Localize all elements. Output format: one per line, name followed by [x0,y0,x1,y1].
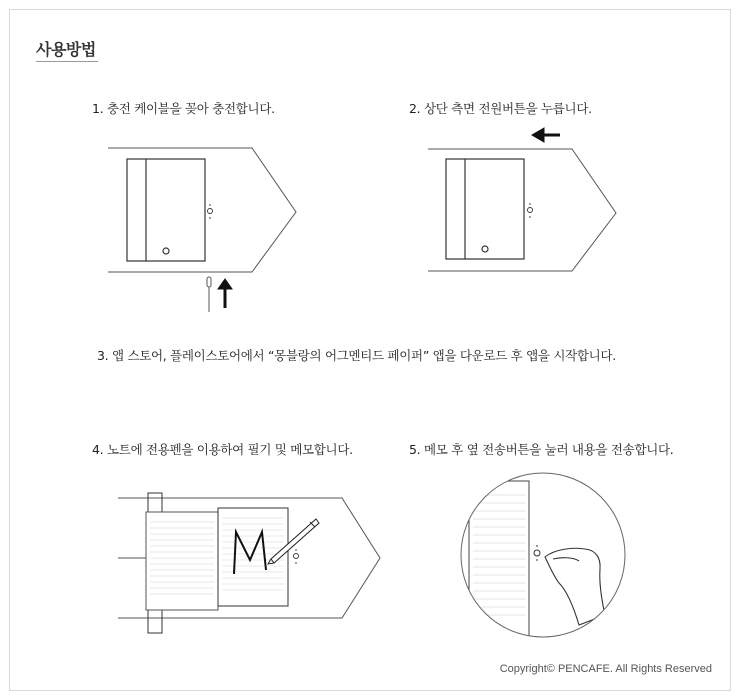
arrow-left-icon [532,128,560,142]
paper-sheet-left [146,512,218,610]
step-2-label [409,99,592,117]
step-4-label [92,440,353,458]
notebook-device [446,159,524,259]
step-3-label [97,346,616,364]
step-4-text: 노트에 전용펜을 이용하여 필기 및 메모합니다. [107,442,353,457]
title-underline [36,61,98,62]
step-1-number: 1. [92,101,104,116]
illustration-writing [110,490,385,640]
step-3-text: 앱 스토어, 플레이스토어에서 “몽블랑의 어그멘티드 페이퍼” 앱을 다운로드 후 앱을 시작합니다. [112,348,616,363]
step-5-label [409,440,673,458]
notebook-cover-outline [108,148,296,272]
illustration-power [420,125,630,275]
step-2-number: 2. [409,101,421,116]
notebook-cover-outline [428,149,616,271]
power-button-icon [528,203,533,218]
step-1-text: 충전 케이블을 꽂아 충전합니다. [107,101,275,116]
arrow-up-icon [218,279,232,308]
power-button-icon [294,549,299,564]
step-4-number: 4. [92,442,104,457]
finger-icon [545,548,605,625]
step-2-text: 상단 측면 전원버튼을 누릅니다. [424,101,592,116]
step-5-text: 메모 후 옆 전송버튼을 눌러 내용을 전송합니다. [424,442,674,457]
step-3-number: 3. [97,348,109,363]
copyright-text: Copyright© PENCAFE. All Rights Reserved [499,663,712,675]
page-title: 사용방법 [36,40,96,59]
charging-cable-icon [207,277,211,312]
illustration-send [455,465,635,645]
notebook-device [127,159,205,261]
power-button-icon [534,545,540,561]
illustration-charging [100,140,310,315]
notebook-page [469,481,529,651]
step-1-label [92,99,275,117]
power-button-icon [208,204,213,219]
step-5-number: 5. [409,442,421,457]
